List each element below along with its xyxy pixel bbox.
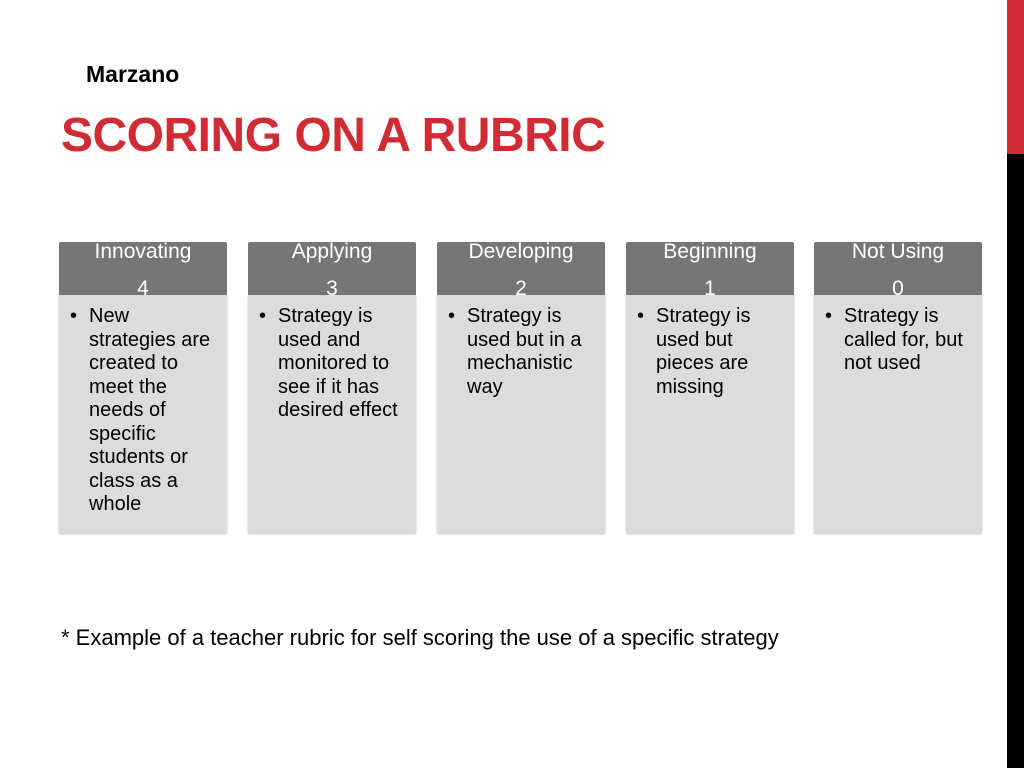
rubric-level-score: 1 xyxy=(704,277,716,295)
rubric-level-body xyxy=(248,295,416,533)
bullet-icon: • xyxy=(825,305,833,327)
bullet-icon: • xyxy=(70,305,78,327)
rubric-level-description-list xyxy=(824,305,974,376)
rubric-level-description-list xyxy=(258,305,408,423)
rubric-level-body xyxy=(437,295,605,533)
rubric-level-name: Innovating xyxy=(94,242,192,263)
rubric-level-description xyxy=(70,305,219,517)
rubric-level-score: 2 xyxy=(515,277,527,295)
rubric-level-body xyxy=(626,295,794,533)
rubric-column-not-using xyxy=(814,242,982,533)
rubric-level-body xyxy=(59,295,227,533)
rubric-column-applying xyxy=(248,242,416,533)
rubric-column-developing xyxy=(437,242,605,533)
slide-title: SCORING ON A RUBRIC xyxy=(61,109,606,162)
rubric-level-name: Applying xyxy=(291,242,373,263)
rubric-level-description xyxy=(637,305,786,399)
rubric-level-name: Beginning xyxy=(663,242,757,263)
rubric-level-description-text: Strategy is used but in a mechanistic way xyxy=(467,305,582,398)
rubric-column-innovating xyxy=(59,242,227,533)
bullet-icon: • xyxy=(448,305,456,327)
rubric-level-name: Not Using xyxy=(851,242,945,263)
rubric-level-description xyxy=(259,305,408,423)
slide-subtitle: Marzano xyxy=(86,61,180,87)
rubric-level-description-list xyxy=(447,305,597,399)
rubric-level-header xyxy=(437,242,605,295)
rubric-level-score: 4 xyxy=(137,277,149,295)
rubric-level-description-text: Strategy is used and monitored to see if it has desired effect xyxy=(278,305,398,421)
rubric-level-name: Developing xyxy=(468,242,574,263)
rubric-level-header xyxy=(248,242,416,295)
rubric-column-beginning xyxy=(626,242,794,533)
rubric-level-description xyxy=(448,305,597,399)
rubric-level-header xyxy=(814,242,982,295)
rubric-level-description-text: Strategy is used but pieces are missing xyxy=(656,305,751,398)
bullet-icon: • xyxy=(637,305,645,327)
slide-footnote: * Example of a teacher rubric for self scoring the use of a specific strategy xyxy=(61,625,779,650)
rubric-level-header xyxy=(626,242,794,295)
side-accent-bar-red xyxy=(1007,0,1024,154)
rubric-level-header xyxy=(59,242,227,295)
rubric-level-description-text: Strategy is called for, but not used xyxy=(844,305,963,374)
rubric-level-body xyxy=(814,295,982,533)
rubric-level-description-list xyxy=(636,305,786,399)
side-accent-bar-black xyxy=(1007,154,1024,768)
rubric-level-description xyxy=(825,305,974,376)
rubric-level-description-text: New strategies are created to meet the needs of specific students or class as a whole xyxy=(89,305,211,515)
rubric-level-score: 3 xyxy=(326,277,338,295)
bullet-icon: • xyxy=(259,305,267,327)
rubric-level-score: 0 xyxy=(892,277,904,295)
rubric-level-description-list xyxy=(69,305,219,517)
